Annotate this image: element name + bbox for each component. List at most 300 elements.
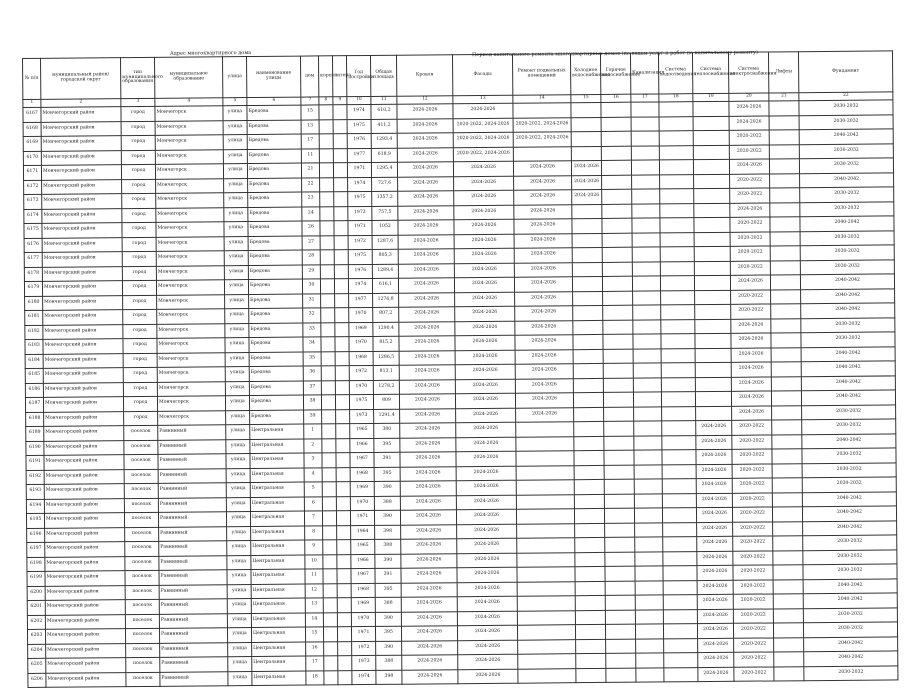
table-cell: Мончегорский район [42,237,122,252]
table-cell: Бредова [248,207,302,222]
table-cell: 6205 [28,658,46,673]
table-cell: Мончегорский район [43,368,123,383]
column-header: Холодное водоснабжение [570,53,600,94]
table-cell: Бредова [249,381,303,396]
table-cell [694,203,730,218]
table-cell: 2030-2032 [802,404,896,419]
table-cell [601,146,631,161]
table-cell: город [121,121,155,136]
table-cell [333,119,347,134]
table-cell [319,163,333,178]
table-cell [774,652,804,667]
table-cell: Мончегорск [157,381,225,396]
table-cell [662,421,696,436]
table-cell: 1969 [351,597,375,612]
table-cell: Мончегорск [155,120,223,135]
table-cell [769,101,799,116]
table-cell [660,276,694,291]
table-cell: город [121,135,155,150]
table-cell: 1286,5 [373,351,399,366]
table-cell: улица [225,367,249,382]
table-cell [773,521,803,536]
table-cell: улица [227,541,251,556]
table-cell: 2024-2026 [696,464,732,479]
table-cell: 29 [302,264,320,279]
table-cell [604,421,634,436]
table-cell: 17 [306,656,324,671]
table-cell: Бредова [248,178,302,193]
column-header: Ремонт подвальных помещений [512,54,570,96]
table-cell: город [121,150,155,165]
table-cell [333,163,347,178]
table-cell [660,218,694,233]
table-cell [769,159,799,174]
table-cell [635,624,663,639]
table-cell: 2024-2026 [402,669,458,684]
table-cell [660,189,694,204]
table-cell [605,610,635,625]
table-cell: 1973 [348,206,372,221]
table-cell [338,656,352,671]
table-cell [324,641,338,656]
table-cell: 1970 [350,496,374,511]
table-cell: 2024-2026 [456,466,516,481]
table-cell [770,173,800,188]
column-number: 13 [453,95,513,104]
table-cell [695,362,731,377]
table-cell: 2024-2026 [397,147,453,162]
table-cell: улица [227,555,251,570]
table-cell [603,334,633,349]
table-cell: 2024-2026 [514,248,572,263]
table-cell: 2024-2026 [401,553,457,568]
table-cell [323,569,337,584]
table-cell: 6195 [26,513,44,528]
table-cell [516,436,574,451]
table-cell [663,551,697,566]
table-cell: город [123,353,157,368]
table-cell [661,392,695,407]
table-cell: 2024-2026 [514,233,572,248]
table-cell: 1293,4 [371,133,397,148]
table-cell: 2024-2026 [514,190,572,205]
table-cell: 2024-2026 [455,393,515,408]
table-cell [334,235,348,250]
table-cell [663,609,697,624]
table-cell [772,492,802,507]
table-cell [660,232,694,247]
table-cell: 36 [303,366,321,381]
table-cell: 2024-2026 [402,655,458,670]
table-cell [321,380,335,395]
table-cell [694,275,730,290]
table-cell [334,264,348,279]
table-cell: 2024-2026 [458,654,518,669]
table-cell: 7 [304,511,322,526]
table-cell [659,160,693,175]
table-cell [602,218,632,233]
table-cell: 1971 [347,162,371,177]
table-cell [571,146,601,161]
table-cell [603,349,633,364]
column-header: Лифты [768,52,798,93]
table-cell: 2020-2022 [734,637,774,652]
table-cell: Равнинный [160,657,228,672]
table-cell: Мончегорский район [41,107,121,122]
table-cell: поселок [124,425,158,440]
table-cell [635,609,663,624]
table-cell [575,595,605,610]
table-cell [322,438,336,453]
table-cell: 5 [304,482,322,497]
table-cell: 2030-2032 [799,114,893,129]
table-cell: 2020-2022 [730,260,770,275]
table-cell: 1287,6 [372,235,398,250]
table-cell [320,177,334,192]
table-cell: 2024-2026 [401,626,457,641]
table-cell [606,653,636,668]
table-cell [773,594,803,609]
table-cell [695,391,731,406]
table-cell: 2024-2026 [400,510,456,525]
table-cell [322,453,336,468]
table-cell [662,450,696,465]
table-cell: улица [226,512,250,527]
table-cell: 2024-2026 [730,202,770,217]
table-cell [572,262,602,277]
table-cell: 3 [304,453,322,468]
table-cell: 2024-2026 [400,437,456,452]
table-cell [771,362,801,377]
table-cell: 2030-2032 [799,158,893,173]
table-cell: 2024-2026 [457,611,517,626]
table-cell [602,247,632,262]
table-cell: 2024-2026 [455,379,515,394]
table-cell: 6198 [27,557,45,572]
table-cell: Мончегорск [157,338,225,353]
table-cell: Центральная [250,482,304,497]
table-cell: Равнинный [158,454,226,469]
table-cell [633,363,661,378]
table-cell: 6177 [24,252,42,267]
table-cell: 2020-2022 [733,579,773,594]
table-cell: 32 [303,308,321,323]
table-cell [336,409,350,424]
table-cell: 2024-2026 [398,278,454,293]
table-cell [773,536,803,551]
table-cell: улица [227,613,251,628]
table-cell [771,304,801,319]
table-cell: Мончегорский район [45,585,125,600]
table-cell [662,508,696,523]
table-cell: 2024-2026 [731,347,771,362]
table-cell: 2024-2026 [398,234,454,249]
table-cell: 2020-2022 [731,304,771,319]
table-cell: город [123,396,157,411]
table-cell: Мончегорский район [42,223,122,238]
table-cell: 1290,4 [373,322,399,337]
table-cell [321,366,335,381]
table-cell: 2020-2022 [733,521,773,536]
table-cell: 2040-2042 [801,303,895,318]
table-cell [632,261,660,276]
table-cell [695,333,731,348]
table-cell [574,407,604,422]
column-header: Общая площадь [370,55,396,96]
column-number: 12 [397,96,453,104]
table-cell: Мончегорский район [41,165,121,180]
table-cell: 2040-2042 [800,172,894,187]
table-cell: Бредова [250,410,304,425]
table-cell: Мончегорск [156,222,224,237]
table-cell: 2020-2022 [732,434,772,449]
table-cell: Мончегорский район [44,440,124,455]
table-cell: Мончегорский район [42,252,122,267]
table-cell: 1968 [349,351,373,366]
table-cell: 6182 [25,325,43,340]
table-cell: 1969 [349,322,373,337]
table-cell: 6173 [24,194,42,209]
table-cell: Мончегорский район [45,614,125,629]
table-cell [605,537,635,552]
table-cell: Центральная [251,613,305,628]
table-cell: 2040-2042 [801,288,895,303]
table-cell: 2020-2022 [733,550,773,565]
table-cell: 2024-2026 [397,104,453,119]
table-cell: улица [224,178,248,193]
table-cell: город [122,251,156,266]
table-cell [769,130,799,145]
table-cell: 6193 [26,484,44,499]
table-cell: 2024-2026 [513,161,571,176]
column-header: корпус [318,56,332,97]
table-cell: 26 [302,221,320,236]
address-caption: Адрес многоквартирного дома [169,49,252,57]
table-cell: 1976 [347,133,371,148]
table-cell: улица [224,280,248,295]
table-cell [324,670,338,685]
table-cell [769,115,799,130]
table-cell [320,206,334,221]
table-body [23,100,898,688]
table-cell: 2024-2026 [454,176,514,191]
table-cell [602,233,632,248]
table-cell: 2030-2032 [803,607,897,622]
table-cell: 2024-2026 [397,133,453,148]
table-cell [772,405,802,420]
table-cell [693,145,729,160]
table-cell: 24 [302,206,320,221]
table-cell: 2024-2026 [401,568,457,583]
table-cell [603,378,633,393]
table-cell: Центральная [251,598,305,613]
table-cell: Центральная [251,569,305,584]
table-cell [663,580,697,595]
table-cell: 6199 [27,571,45,586]
table-cell: улица [227,526,251,541]
table-cell [323,540,337,555]
table-cell: 2024-2026 [514,175,572,190]
table-cell: 6187 [25,397,43,412]
table-cell [662,406,696,421]
table-cell [663,522,697,537]
table-cell: Центральная [251,540,305,555]
table-cell [602,262,632,277]
table-cell [321,322,335,337]
table-cell [634,508,662,523]
table-cell [771,333,801,348]
table-cell [695,377,731,392]
table-cell [660,174,694,189]
table-cell [635,551,663,566]
table-cell [571,131,601,146]
table-cell: Равнинный [158,497,226,512]
table-cell [322,511,336,526]
table-cell: поселок [126,672,160,687]
table-cell [771,391,801,406]
table-cell [693,159,729,174]
table-cell: 38 [303,395,321,410]
table-cell: Мончегорск [155,135,223,150]
table-cell: 13 [305,598,323,613]
table-cell: поселок [125,570,159,585]
table-cell: 1974 [347,104,371,119]
table-cell: город [122,222,156,237]
table-cell [661,348,695,363]
table-cell: 2030-2032 [803,535,897,550]
table-cell [695,319,731,334]
table-cell [633,290,661,305]
table-cell [770,188,800,203]
table-cell: 1977 [349,293,373,308]
table-cell: 388 [375,539,401,554]
table-cell: улица [226,425,250,440]
table-cell: Мончегорский район [43,339,123,354]
table-cell: Мончегорский район [45,556,125,571]
table-cell: Бредова [247,163,301,178]
table-cell [663,595,697,610]
table-cell: Мончегорск [156,265,224,280]
table-cell: 1973 [352,655,376,670]
table-cell: 2024-2026 [456,422,516,437]
table-cell [773,565,803,580]
table-cell: 2024-2026 [454,248,514,263]
table-cell [336,453,350,468]
table-cell [574,421,604,436]
table-cell: 6192 [26,470,44,485]
table-cell: Бредова [249,308,303,323]
table-cell: 2024-2026 [457,524,517,539]
table-cell: Центральная [251,584,305,599]
table-cell: 2024-2026 [398,205,454,220]
column-header: Фасады [452,54,512,96]
table-cell [771,318,801,333]
table-cell: 2020-2022 [732,463,772,478]
table-cell [334,177,348,192]
table-cell: Равнинный [158,483,226,498]
table-cell [773,608,803,623]
table-cell [322,409,336,424]
table-cell [601,160,631,175]
table-cell [320,221,334,236]
table-cell: 1295,4 [371,162,397,177]
table-cell: 2024-2026 [398,263,454,278]
table-cell: 6167 [23,107,41,122]
table-cell [517,596,575,611]
table-cell: Центральная [250,468,304,483]
table-cell: 1975 [349,394,373,409]
table-cell [337,598,351,613]
table-cell [770,260,800,275]
table-cell [575,624,605,639]
table-cell: 2030-2032 [802,419,896,434]
table-cell [575,566,605,581]
table-cell: Мончегорск [156,178,224,193]
table-cell: 1357,2 [372,191,398,206]
table-cell: 14 [305,612,323,627]
table-cell: 2020-2022, 2024-2026 [453,118,513,133]
column-header: Горячее водоснабжение [600,53,630,94]
column-number: 20 [729,93,769,101]
table-cell: Мончегорский район [44,498,124,513]
table-cell: 2024-2026 [399,365,455,380]
column-number: 1 [23,99,41,107]
table-cell [321,293,335,308]
table-cell: 2020-2022 [732,420,772,435]
table-cell: 11 [301,148,319,163]
table-cell: 2024-2026 [731,376,771,391]
table-cell: 6197 [27,542,45,557]
table-cell [771,289,801,304]
table-cell: поселок [124,498,158,513]
table-cell: 6196 [27,528,45,543]
table-cell: 2024-2026 [729,159,769,174]
table-cell: 1972 [348,235,372,250]
table-cell: 2024-2026 [397,118,453,133]
table-cell [322,482,336,497]
table-cell: 6169 [23,136,41,151]
table-cell [632,276,660,291]
table-cell: 1276,8 [373,293,399,308]
table-cell [518,668,576,683]
table-cell [693,130,729,145]
table-cell: 1970 [349,336,373,351]
table-cell: 2024-2026 [696,435,732,450]
table-cell: 380 [374,423,400,438]
table-cell: 2024-2026 [729,101,769,116]
table-cell: 30 [302,279,320,294]
table-cell [635,566,663,581]
table-cell [516,480,574,495]
table-cell: 1966 [351,554,375,569]
table-cell: улица [226,483,250,498]
table-cell: 2024-2026 [730,275,770,290]
table-cell: Мончегорск [155,106,223,121]
table-cell: 2024-2026 [401,597,457,612]
table-cell: 1289,6 [372,264,398,279]
table-cell: 1975 [348,191,372,206]
table-cell: 727,6 [372,177,398,192]
table-cell [338,641,352,656]
table-cell [320,250,334,265]
table-cell [631,145,659,160]
table-cell: 2040-2042 [801,361,895,376]
table-cell: 2024-2026 [696,449,732,464]
table-cell: 2024-2026 [456,480,516,495]
table-cell: 2024-2026 [455,350,515,365]
table-cell [694,246,730,261]
table-cell: поселок [125,556,159,571]
